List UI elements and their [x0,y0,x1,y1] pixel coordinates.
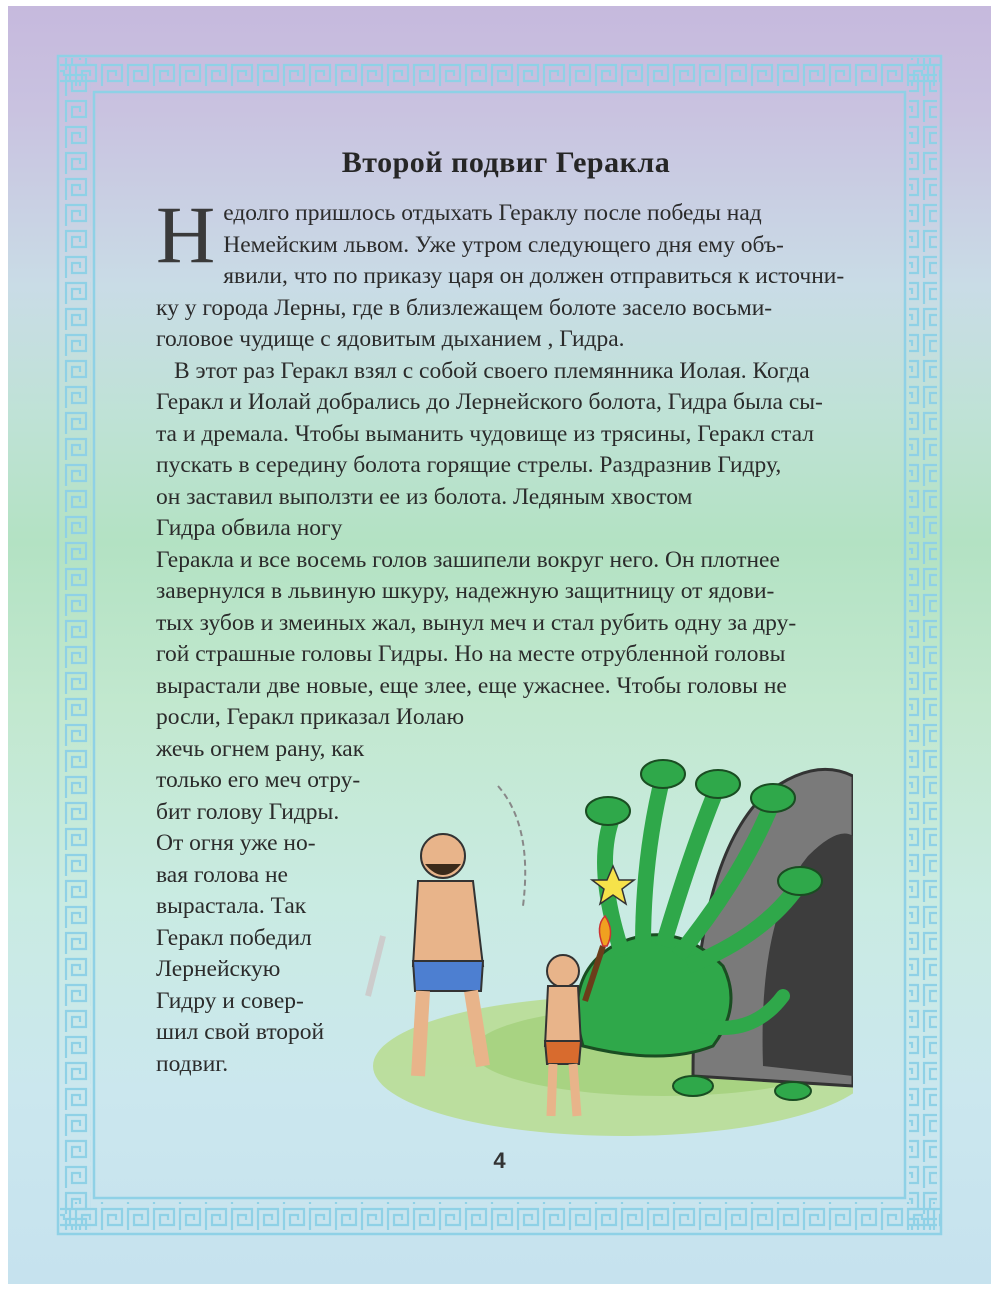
paragraph-2 [156,356,856,734]
text-line: он заставил выползти ее из болота. Ледяным хвостом [156,483,693,510]
hydra-illustration [363,746,853,1146]
text-line: росли, Геракл приказал Иолаю [156,704,465,730]
text-line: вырастала. Так [156,893,307,919]
text-line: Лернейскую [156,956,281,982]
page-number: 4 [493,1148,506,1173]
text-line: Геракл и Иолай добрались до Лернейского болота, Гидра была сы- [156,389,823,415]
text-line: Гидру и совер- [156,987,304,1014]
text-line: Геракла и все восемь голов зашипели вокруг него. Он плотнее [156,546,780,573]
text-line: та и дремала. Чтобы выманить чудовище из трясины, Геракл стал [156,420,814,447]
text-line: пускать в середину болота горящие стрелы. Раздразнив Гидру, [156,452,782,478]
text-line: Немейским львом. Уже утром следующего дня ему объ- [223,231,784,258]
text-line: ку у города Лерны, где в близлежащем болоте засело восьми- [156,294,773,321]
wrapped-text-block [156,734,365,1081]
text-line: Гидра обвила ногу [156,515,343,541]
text-line: шил свой второй [156,1019,325,1045]
text-line: тых зубов и змеиных жал, вынул меч и стал рубить одну за дру- [156,609,797,636]
text-line: едолго пришлось отдыхать Гераклу после победы над [223,200,762,226]
text-line: вырастали две новые, еще злее, еще ужаснее. Чтобы головы не [156,672,787,699]
text-line: головое чудище с ядовитым дыханием , Гидра. [156,326,625,352]
text-line: подвиг. [156,1050,229,1077]
text-line: явили, что по приказу царя он должен отправиться к источни- [223,263,845,289]
text-line: гой страшные головы Гидры. Но на месте отрубленной головы [156,641,786,667]
text-line: жечь огнем рану, как [156,735,365,762]
drop-cap: Н [156,189,216,280]
text-line: вая голова не [156,861,288,888]
text-line: Геракл победил [156,924,312,951]
text-line: бит голову Гидры. [156,798,340,825]
text-line: От огня уже но- [156,830,316,856]
book-page [8,6,991,1284]
text-line: завернулся в львиную шкуру, надежную защитницу от ядови- [156,578,775,604]
page-title: Второй подвиг Геракла [341,146,671,179]
text-line: только его меч отру- [156,767,361,793]
text-line: В этот раз Геракл взял с собой своего племянника Иолая. Когда [174,357,810,384]
paragraph-1 [156,189,856,356]
